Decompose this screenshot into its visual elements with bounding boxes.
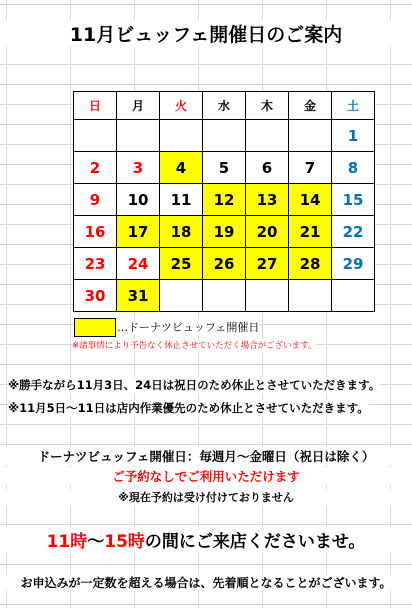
calendar-empty-cell: [246, 120, 289, 152]
calendar-day: 15: [332, 184, 375, 216]
footer-note: お申込みが一定数を超える場合は、先着順となることがございます。: [0, 574, 412, 591]
calendar-day: 13: [246, 184, 289, 216]
calendar-day: 14: [289, 184, 332, 216]
weekday-header: 水: [203, 92, 246, 120]
hours-end: 15時: [104, 532, 145, 552]
calendar-empty-cell: [203, 280, 246, 312]
calendar-day: 16: [74, 216, 117, 248]
calendar-day: 26: [203, 248, 246, 280]
calendar-week: [74, 248, 375, 280]
calendar-day: 5: [203, 152, 246, 184]
calendar-empty-cell: [289, 280, 332, 312]
calendar-day: 11: [160, 184, 203, 216]
calendar-week: [74, 120, 375, 152]
hours-start: 11時: [46, 532, 88, 552]
calendar-empty-cell: [332, 280, 375, 312]
calendar-empty-cell: [117, 120, 160, 152]
calendar-day: 10: [117, 184, 160, 216]
page-title: 11月ビュッフェ開催日のご案内: [0, 20, 412, 47]
no-reservation-text: ご予約なしでご利用いただけます: [0, 467, 412, 485]
calendar-day: 9: [74, 184, 117, 216]
calendar-day: 2: [74, 152, 117, 184]
calendar-empty-cell: [203, 120, 246, 152]
legend-label: …ドーナツビュッフェ開催日: [117, 321, 260, 334]
buffet-days: ドーナツビュッフェ開催日：毎週月〜金曜日（祝日は除く）: [0, 447, 412, 465]
calendar-week: [74, 152, 375, 184]
calendar-day: 3: [117, 152, 160, 184]
calendar-week: [74, 280, 375, 312]
calendar-day: 29: [332, 248, 375, 280]
calendar: [73, 91, 375, 312]
hours-text: の間にご来店くださいませ。: [144, 532, 366, 552]
calendar-day: 22: [332, 216, 375, 248]
weekday-header: 火: [160, 92, 203, 120]
calendar-day: 8: [332, 152, 375, 184]
calendar-week: [74, 216, 375, 248]
calendar-empty-cell: [289, 120, 332, 152]
hours-separator: 〜: [87, 532, 105, 552]
calendar-day: 30: [74, 280, 117, 312]
legend-note: ※諸事情により予告なく休止させていただく場合がございます。: [72, 341, 317, 351]
weekday-header: 木: [246, 92, 289, 120]
weekday-header: 金: [289, 92, 332, 120]
calendar-day: 24: [117, 248, 160, 280]
calendar-day: 23: [74, 248, 117, 280]
calendar-day: 20: [246, 216, 289, 248]
work-notice: ※11月5日〜11日は店内作業優先のため休止とさせていただきます。: [8, 401, 369, 415]
calendar-day: 18: [160, 216, 203, 248]
calendar-day: 19: [203, 216, 246, 248]
calendar-day: 31: [117, 280, 160, 312]
calendar-week: [74, 184, 375, 216]
calendar-day: 21: [289, 216, 332, 248]
calendar-day: 4: [160, 152, 203, 184]
calendar-empty-cell: [246, 280, 289, 312]
calendar-empty-cell: [160, 120, 203, 152]
weekday-header: 土: [332, 92, 375, 120]
calendar-day: 17: [117, 216, 160, 248]
weekday-header-row: [74, 92, 375, 120]
calendar-day: 6: [246, 152, 289, 184]
calendar-day: 12: [203, 184, 246, 216]
weekday-header: 月: [117, 92, 160, 120]
opening-hours: [0, 527, 412, 552]
calendar-day: 25: [160, 248, 203, 280]
calendar-empty-cell: [74, 120, 117, 152]
calendar-day: 27: [246, 248, 289, 280]
reservation-note: ※現在予約は受け付けておりません: [0, 489, 412, 505]
calendar-day: 28: [289, 248, 332, 280]
calendar-empty-cell: [160, 280, 203, 312]
holiday-notice: ※勝手ながら11月3日、24日は祝日のため休止とさせていただきます。: [8, 378, 381, 392]
calendar-day: 1: [332, 120, 375, 152]
calendar-day: 7: [289, 152, 332, 184]
legend-swatch: [74, 318, 116, 337]
weekday-header: 日: [74, 92, 117, 120]
